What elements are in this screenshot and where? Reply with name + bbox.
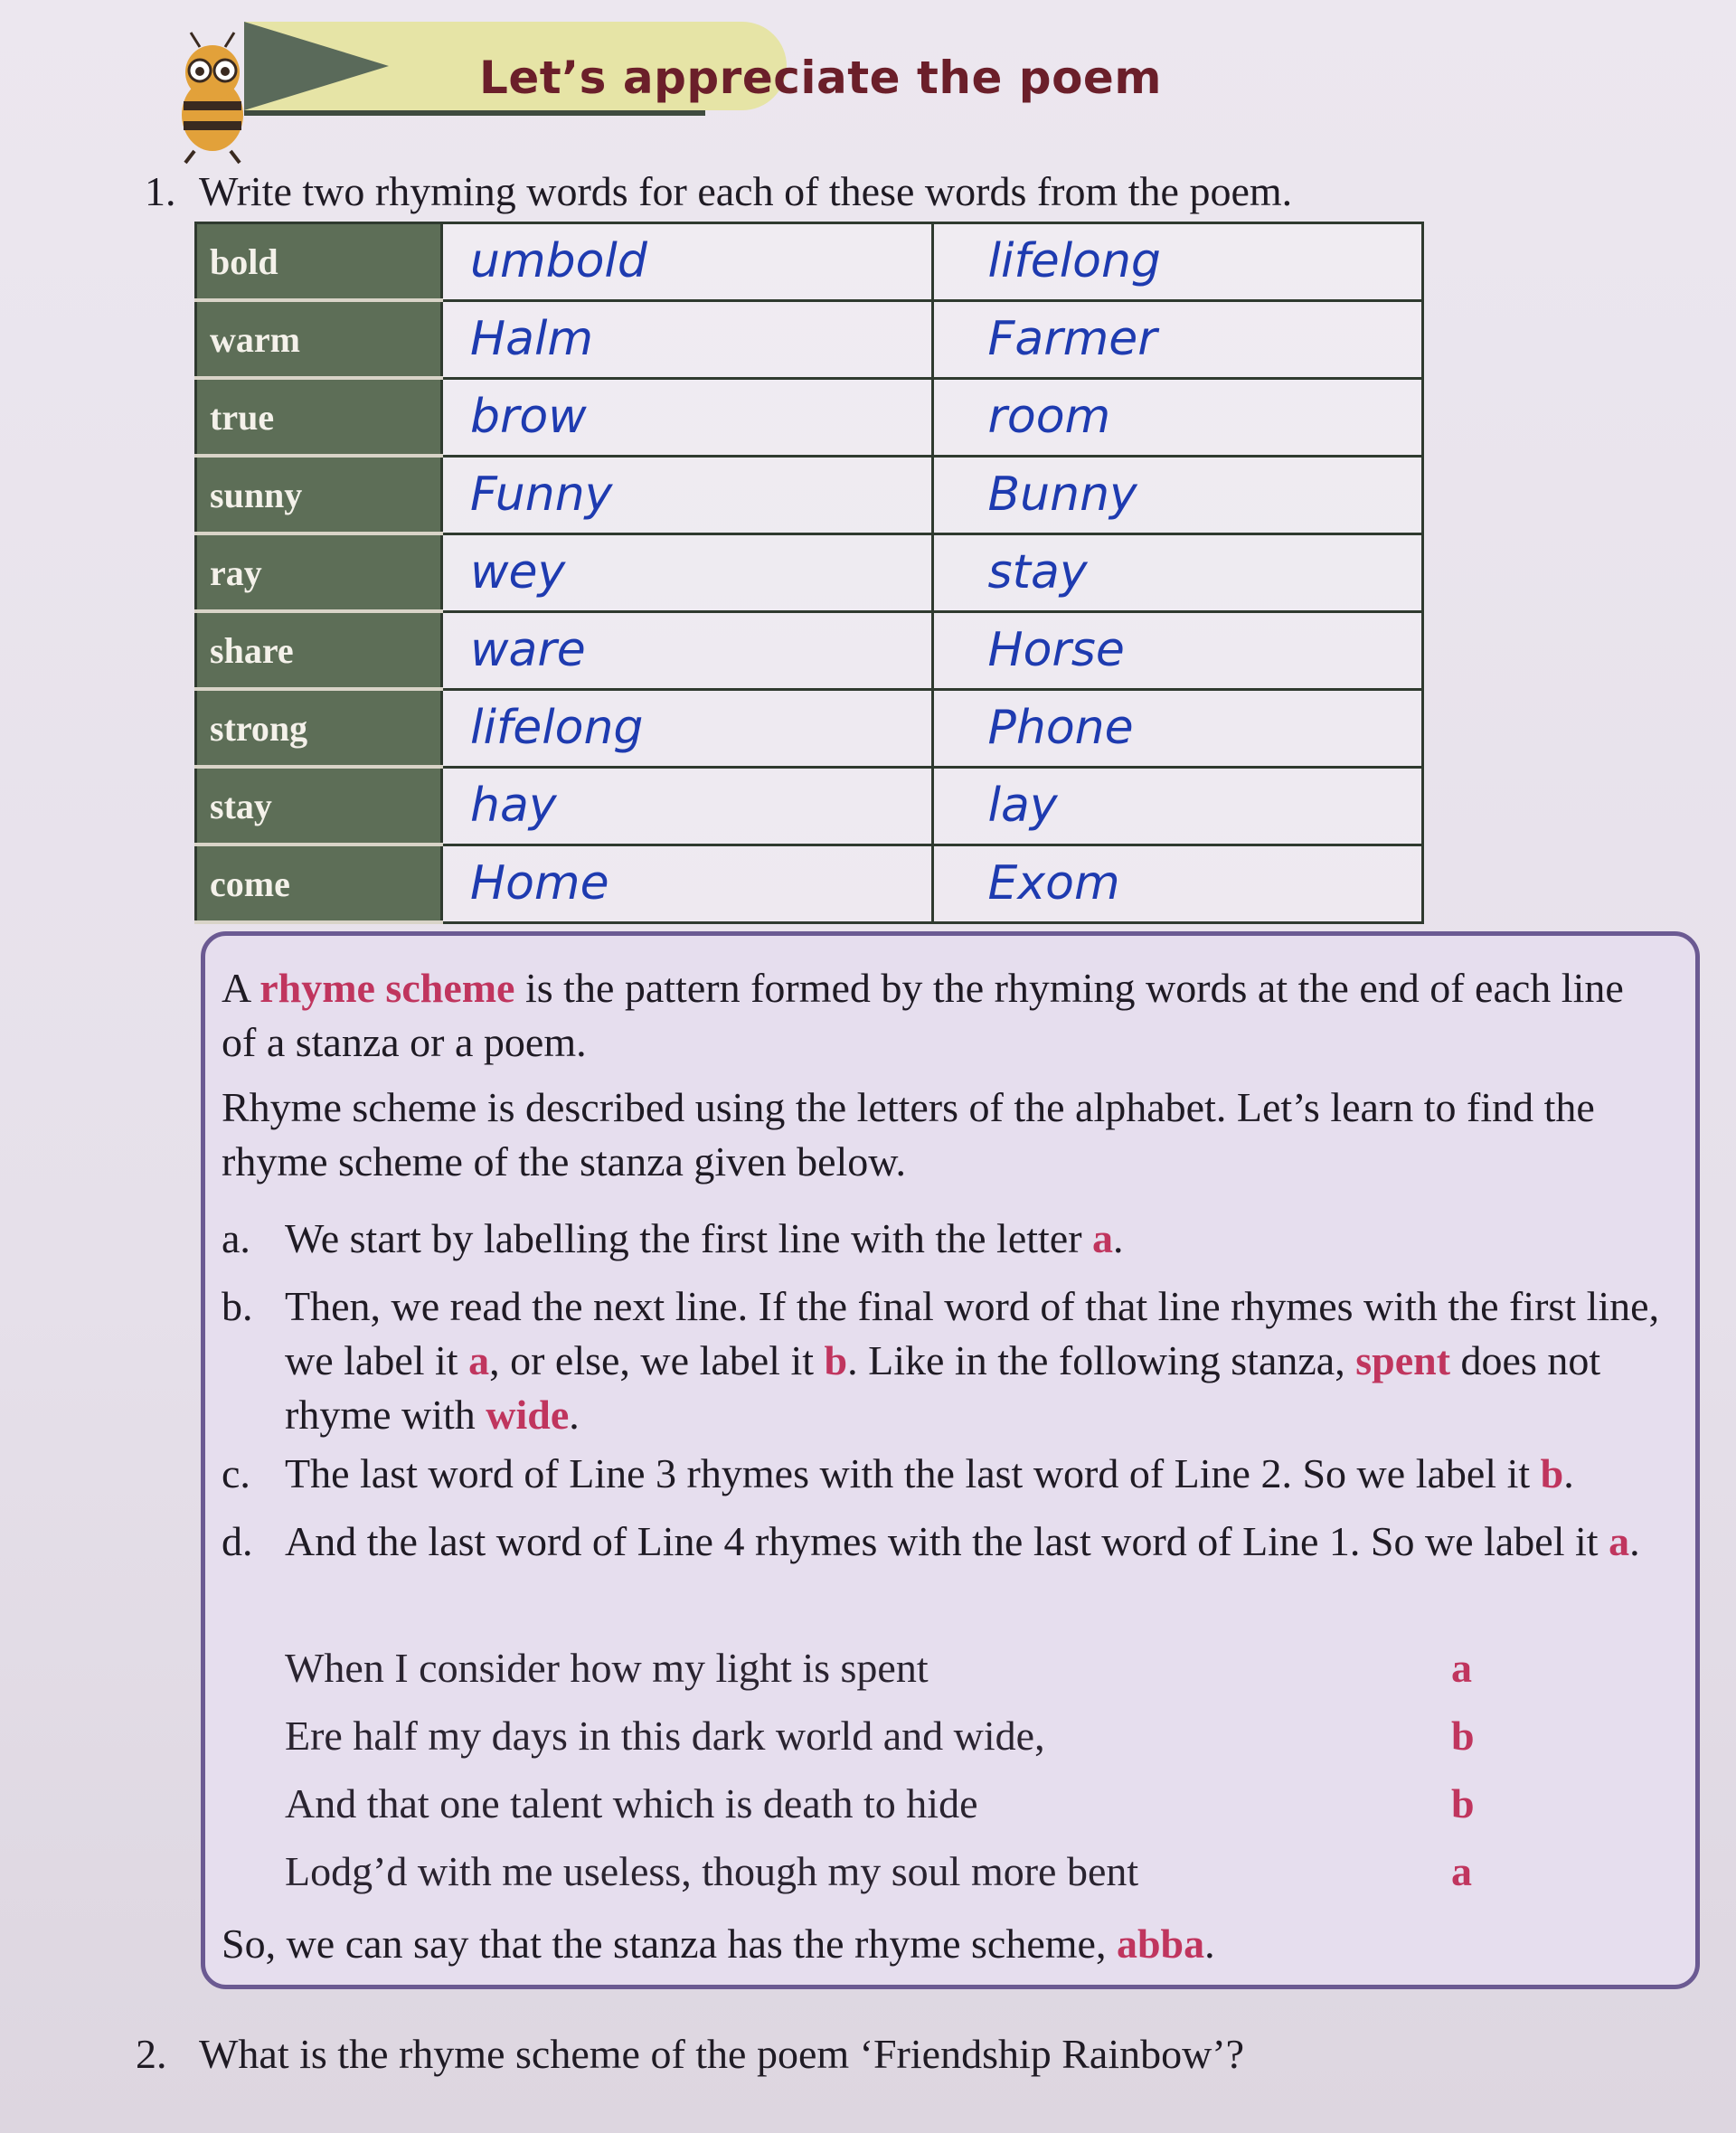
step-text — [285, 1447, 1686, 1501]
highlight-word: spent — [1355, 1337, 1451, 1383]
answer-cell-2[interactable]: Exom — [932, 845, 1423, 922]
table-row — [196, 845, 1423, 922]
step-text-part: . — [1563, 1450, 1574, 1496]
answer-cell-1[interactable]: Home — [442, 845, 933, 922]
definition-text: is the pattern formed by the rhyming words at the end of each line of a stanza or a poem. — [222, 965, 1624, 1065]
highlight-letter: a — [1609, 1518, 1630, 1564]
table-row — [196, 689, 1423, 767]
page-title: Let’s appreciate the poem — [479, 52, 1162, 104]
answer-cell-1[interactable]: wey — [442, 533, 933, 611]
step-text-part: . Like in the following stanza, — [847, 1337, 1356, 1383]
intro-paragraph: Rhyme scheme is described using the letters of the alphabet. Let’s learn to find the rhyme scheme of the stanza given below. — [222, 1084, 1595, 1184]
step-text — [285, 1515, 1686, 1569]
prompt-word: come — [196, 845, 442, 922]
rhyming-words-table — [194, 222, 1424, 924]
stanza-line-text: Lodg’d with me useless, though my soul more bent — [285, 1848, 1139, 1894]
table-row — [196, 300, 1423, 378]
stanza-line-text: Ere half my days in this dark world and wide, — [285, 1713, 1045, 1759]
summary-text: . — [1204, 1921, 1215, 1967]
exercise-1-number: 1. — [145, 168, 176, 214]
answer-cell-2[interactable]: lay — [932, 767, 1423, 845]
step-text-part: , or else, we label it — [489, 1337, 825, 1383]
step-text-part: The last word of Line 3 rhymes with the last word of Line 2. So we label it — [285, 1450, 1541, 1496]
step-c — [222, 1447, 1686, 1501]
prompt-word: warm — [196, 300, 442, 378]
table-row — [196, 378, 1423, 456]
step-text-part: . — [569, 1392, 580, 1438]
step-b — [222, 1279, 1686, 1442]
table-row — [196, 611, 1423, 689]
step-label: c. — [222, 1450, 250, 1496]
step-text-part: And the last word of Line 4 rhymes with the last word of Line 1. So we label it — [285, 1518, 1609, 1564]
step-d — [222, 1515, 1686, 1569]
answer-cell-1[interactable]: hay — [442, 767, 933, 845]
answer-cell-1[interactable]: Funny — [442, 456, 933, 533]
rhyme-scheme-info-box — [201, 931, 1700, 1989]
step-text — [285, 1212, 1686, 1266]
step-label: b. — [222, 1283, 253, 1329]
summary-text: So, we can say that the stanza has the rhyme scheme, — [222, 1921, 1117, 1967]
step-text-part: We start by labelling the first line with the letter — [285, 1215, 1093, 1261]
rhyme-label: b — [1451, 1780, 1475, 1826]
prompt-word: bold — [196, 223, 442, 301]
table-row — [196, 767, 1423, 845]
rhyme-label: b — [1451, 1713, 1475, 1759]
step-text-part: . — [1629, 1518, 1640, 1564]
bee-mascot-icon — [158, 29, 267, 165]
answer-cell-2[interactable]: Farmer — [932, 300, 1423, 378]
highlight-word: wide — [486, 1392, 570, 1438]
stanza-line-text: And that one talent which is death to hide — [285, 1780, 978, 1826]
step-label: d. — [222, 1518, 253, 1564]
answer-cell-1[interactable]: ware — [442, 611, 933, 689]
step-a — [222, 1212, 1686, 1266]
highlight-letter: a — [1092, 1215, 1114, 1261]
exercise-2-text: What is the rhyme scheme of the poem ‘Friendship Rainbow’? — [199, 2031, 1245, 2077]
table-row — [196, 223, 1423, 301]
stanza-line-text: When I consider how my light is spent — [285, 1645, 929, 1691]
prompt-word: stay — [196, 767, 442, 845]
answer-cell-1[interactable]: Halm — [442, 300, 933, 378]
step-text-part: . — [1113, 1215, 1124, 1261]
highlight-letter: b — [824, 1337, 848, 1383]
step-text-part: does not rhyme with — [285, 1337, 1601, 1438]
definition-paragraph — [222, 961, 1668, 1070]
step-text-part: Then, we read the next line. If the final word of that line rhymes with the first line, we label it — [285, 1283, 1660, 1383]
prompt-word: share — [196, 611, 442, 689]
table-row — [196, 456, 1423, 533]
exercise-1-instruction — [145, 167, 1292, 215]
table-row — [196, 533, 1423, 611]
answer-cell-1[interactable]: brow — [442, 378, 933, 456]
summary-paragraph — [222, 1917, 1686, 1971]
answer-cell-2[interactable]: room — [932, 378, 1423, 456]
highlight-letter: b — [1540, 1450, 1564, 1496]
rhyme-label: a — [1451, 1848, 1472, 1894]
prompt-word: ray — [196, 533, 442, 611]
banner-underline — [244, 110, 705, 116]
prompt-word: sunny — [196, 456, 442, 533]
highlight-term: rhyme scheme — [259, 965, 515, 1011]
step-label: a. — [222, 1215, 250, 1261]
answer-cell-2[interactable]: Phone — [932, 689, 1423, 767]
rhyme-label: a — [1451, 1645, 1472, 1691]
answer-cell-1[interactable]: umbold — [442, 223, 933, 301]
exercise-2-question — [136, 2030, 1244, 2078]
highlight-scheme: abba — [1116, 1921, 1205, 1967]
prompt-word: strong — [196, 689, 442, 767]
exercise-1-text: Write two rhyming words for each of these words from the poem. — [199, 168, 1293, 214]
answer-cell-2[interactable]: Bunny — [932, 456, 1423, 533]
step-text — [285, 1279, 1686, 1442]
definition-text: A — [222, 965, 260, 1011]
answer-cell-2[interactable]: stay — [932, 533, 1423, 611]
exercise-2-number: 2. — [136, 2031, 167, 2077]
prompt-word: true — [196, 378, 442, 456]
answer-cell-2[interactable]: lifelong — [932, 223, 1423, 301]
highlight-letter: a — [468, 1337, 490, 1383]
answer-cell-2[interactable]: Horse — [932, 611, 1423, 689]
answer-cell-1[interactable]: lifelong — [442, 689, 933, 767]
section-banner — [158, 20, 1162, 114]
